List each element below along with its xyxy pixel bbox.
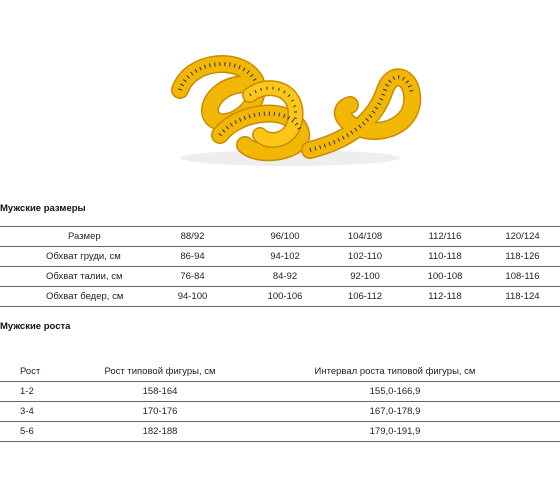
men-heights-table <box>0 362 560 442</box>
table-cell: 106-112 <box>325 287 405 307</box>
measuring-tape-icon <box>160 50 430 170</box>
table-cell: 155,0-166,9 <box>230 382 560 402</box>
row-label: Размер <box>30 227 140 247</box>
table-row <box>0 382 560 402</box>
measuring-tape-image <box>160 50 430 170</box>
table-cell: 102-110 <box>325 247 405 267</box>
column-header: Рост <box>0 362 90 382</box>
table-spacer <box>0 287 30 307</box>
table-cell: 120/124 <box>485 227 560 247</box>
table-cell: 3-4 <box>0 402 90 422</box>
table-cell: 118-124 <box>485 287 560 307</box>
column-header: Интервал роста типовой фигуры, см <box>230 362 560 382</box>
table-row <box>0 422 560 442</box>
table-cell: 100-108 <box>405 267 485 287</box>
row-label: Обхват груди, см <box>30 247 140 267</box>
table-cell: 158-164 <box>90 382 230 402</box>
table-cell: 112-118 <box>405 287 485 307</box>
table-spacer <box>0 227 30 247</box>
table-cell: 112/116 <box>405 227 485 247</box>
table-row <box>0 267 560 287</box>
table-cell: 118-126 <box>485 247 560 267</box>
table-cell: 86-94 <box>140 247 245 267</box>
table-cell: 96/100 <box>245 227 325 247</box>
table-cell: 94-100 <box>140 287 245 307</box>
men-sizes-heading: Мужские размеры <box>0 203 86 214</box>
row-label: Обхват бедер, см <box>30 287 140 307</box>
table-row <box>0 402 560 422</box>
table-cell: 179,0-191,9 <box>230 422 560 442</box>
men-heights-heading: Мужские роста <box>0 321 71 332</box>
table-cell: 84-92 <box>245 267 325 287</box>
table-spacer <box>0 267 30 287</box>
table-header-row <box>0 362 560 382</box>
table-cell: 1-2 <box>0 382 90 402</box>
table-cell: 100-106 <box>245 287 325 307</box>
table-cell: 182-188 <box>90 422 230 442</box>
table-cell: 110-118 <box>405 247 485 267</box>
table-cell: 104/108 <box>325 227 405 247</box>
table-cell: 94-102 <box>245 247 325 267</box>
table-cell: 5-6 <box>0 422 90 442</box>
table-header-row <box>0 227 560 247</box>
table-cell: 108-116 <box>485 267 560 287</box>
row-label: Обхват талии, см <box>30 267 140 287</box>
table-cell: 170-176 <box>90 402 230 422</box>
table-cell: 76-84 <box>140 267 245 287</box>
table-cell: 167,0-178,9 <box>230 402 560 422</box>
table-cell: 92-100 <box>325 267 405 287</box>
table-spacer <box>0 247 30 267</box>
table-row <box>0 247 560 267</box>
table-cell: 88/92 <box>140 227 245 247</box>
column-header: Рост типовой фигуры, см <box>90 362 230 382</box>
table-row <box>0 287 560 307</box>
men-sizes-table <box>0 226 560 307</box>
